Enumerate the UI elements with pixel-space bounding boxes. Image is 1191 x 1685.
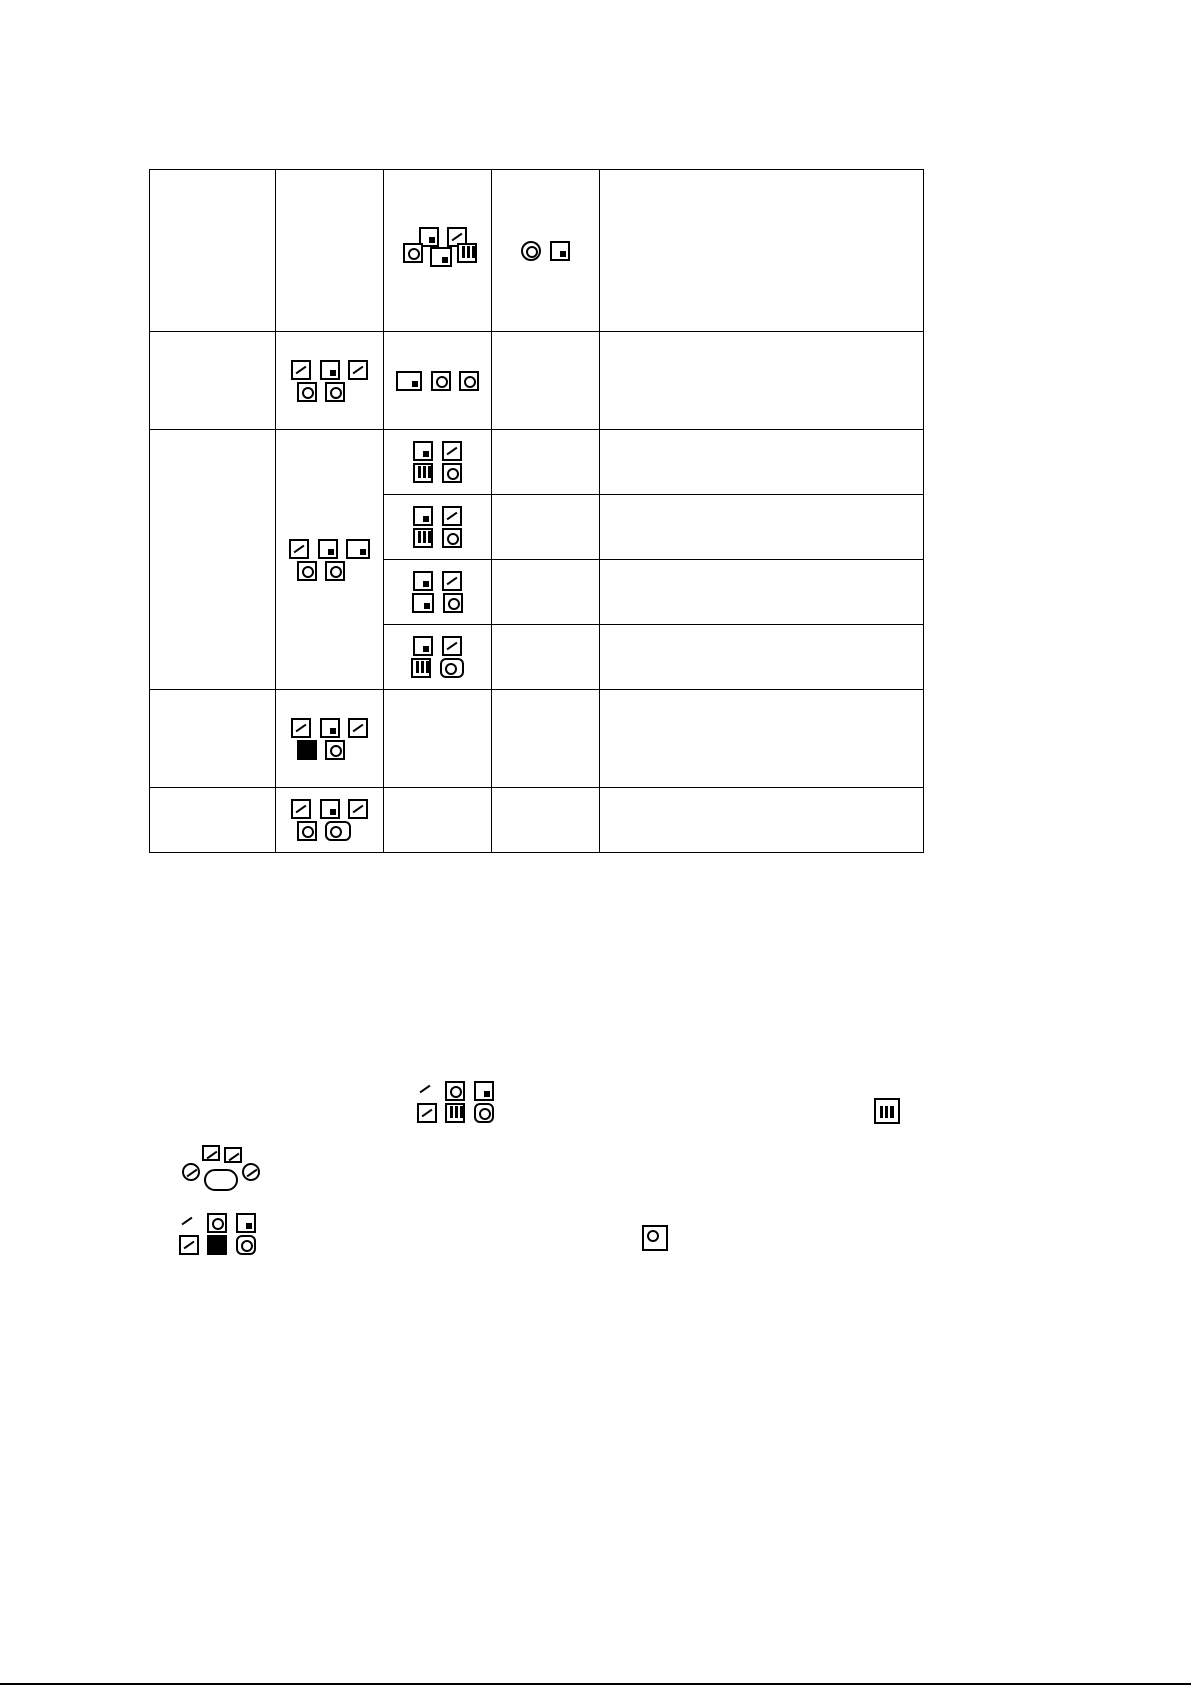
table-cell: [600, 625, 924, 690]
table-cell: [492, 430, 600, 495]
table-cell: [384, 690, 492, 788]
search-3-icon: [521, 241, 541, 261]
mic-icon: [445, 1081, 465, 1101]
music-settings-icon: [413, 571, 433, 591]
trash-icon: [320, 799, 340, 819]
key-icon: [179, 1235, 199, 1255]
voice-icon: [325, 561, 345, 581]
record-icon: [236, 1213, 256, 1233]
equalizer-icon: [874, 1098, 900, 1124]
display-icon: [413, 528, 433, 548]
repeat-icon: [236, 1235, 256, 1255]
table-cell: [384, 788, 492, 853]
table-cell: [600, 332, 924, 430]
voice-icon: [443, 593, 463, 613]
table-cell: [150, 170, 276, 332]
music-note-icon: [179, 1213, 199, 1233]
check-music-icon: [348, 718, 368, 738]
normal-icon: [204, 1169, 238, 1191]
equalizer-icon: [445, 1103, 465, 1123]
music-bitrate-icon: [396, 371, 422, 391]
table-cell: [150, 788, 276, 853]
equalizer-standalone: [872, 1097, 902, 1125]
exit-music-icon: [413, 441, 433, 461]
table-cell: [600, 495, 924, 560]
record-icon: [474, 1081, 494, 1101]
trash-icon: [320, 718, 340, 738]
music-note-icon: [417, 1081, 437, 1101]
voice-icon: [325, 740, 345, 760]
table-cell: [276, 788, 384, 853]
music-file-icon: [297, 382, 317, 402]
menu-map-icon: [401, 226, 475, 270]
check-music-icon: [442, 636, 462, 656]
table-cell: [384, 170, 492, 332]
music-file-icon: [297, 740, 317, 760]
display-icon: [457, 243, 477, 263]
music-menu-icons: [415, 1080, 505, 1124]
table-cell: [150, 332, 276, 430]
table-cell: [384, 625, 492, 690]
icon-table: [149, 169, 924, 853]
trash-icon: [320, 360, 340, 380]
table-cell: [600, 430, 924, 495]
pop-icon: [242, 1163, 260, 1181]
table-cell: [384, 495, 492, 560]
table-cell: [276, 690, 384, 788]
table-row: [150, 788, 924, 853]
repeat-icon: [474, 1103, 494, 1123]
table-cell: [276, 430, 384, 690]
off-icon: [440, 658, 464, 678]
channel-icon: [550, 241, 570, 261]
key-icon: [417, 1103, 437, 1123]
tools-icon: [291, 360, 311, 380]
voice-icon: [442, 528, 462, 548]
voice-icon: [325, 382, 345, 402]
voice-icon: [442, 463, 462, 483]
tools-icon: [291, 718, 311, 738]
fm-icon: [430, 247, 452, 267]
table-cell: [600, 690, 924, 788]
music-menu-icons-eq-selected: [177, 1212, 267, 1256]
table-row: [150, 690, 924, 788]
table-cell: [276, 332, 384, 430]
mic-icon: [207, 1213, 227, 1233]
table-row: [150, 170, 924, 332]
tools-icon: [289, 539, 309, 559]
check-music-icon: [348, 799, 368, 819]
trash-icon: [318, 539, 338, 559]
tools-icon: [291, 799, 311, 819]
table-cell: [492, 332, 600, 430]
music-file-icon: [297, 561, 317, 581]
voice-icon: [459, 371, 479, 391]
table-cell: [492, 690, 600, 788]
voice-standalone: [640, 1224, 670, 1252]
eq-mode-cluster: [180, 1144, 262, 1192]
table-cell: [492, 560, 600, 625]
edit-music-icon: [442, 506, 462, 526]
music-settings-icon: [413, 636, 433, 656]
display-icon: [413, 463, 433, 483]
check-music-icon: [348, 360, 368, 380]
table-cell: [600, 170, 924, 332]
table-cell: [276, 170, 384, 332]
rock-icon: [182, 1163, 200, 1181]
classic-icon: [224, 1147, 242, 1163]
table-cell: [600, 560, 924, 625]
voice-icon: [403, 243, 423, 263]
table-cell: [150, 690, 276, 788]
table-cell: [492, 495, 600, 560]
table-cell: [150, 430, 276, 690]
voice-icon: [642, 1225, 668, 1251]
check-music-icon: [442, 571, 462, 591]
table-row: [150, 332, 924, 430]
table-cell: [384, 560, 492, 625]
music-mode-icon: [346, 539, 370, 559]
table-cell: [384, 430, 492, 495]
display-icon: [411, 658, 431, 678]
off-icon: [325, 821, 351, 841]
table-cell: [492, 170, 600, 332]
table-cell: [600, 788, 924, 853]
table-cell: [492, 625, 600, 690]
equalizer-icon-selected: [207, 1235, 227, 1255]
table-cell: [384, 332, 492, 430]
news-icon: [412, 593, 434, 613]
music-file-icon: [297, 821, 317, 841]
check-music-icon: [442, 441, 462, 461]
mic-icon: [431, 371, 451, 391]
music-settings-icon: [413, 506, 433, 526]
table-row: [150, 430, 924, 495]
jazz-icon: [202, 1145, 220, 1161]
table-cell: [492, 788, 600, 853]
